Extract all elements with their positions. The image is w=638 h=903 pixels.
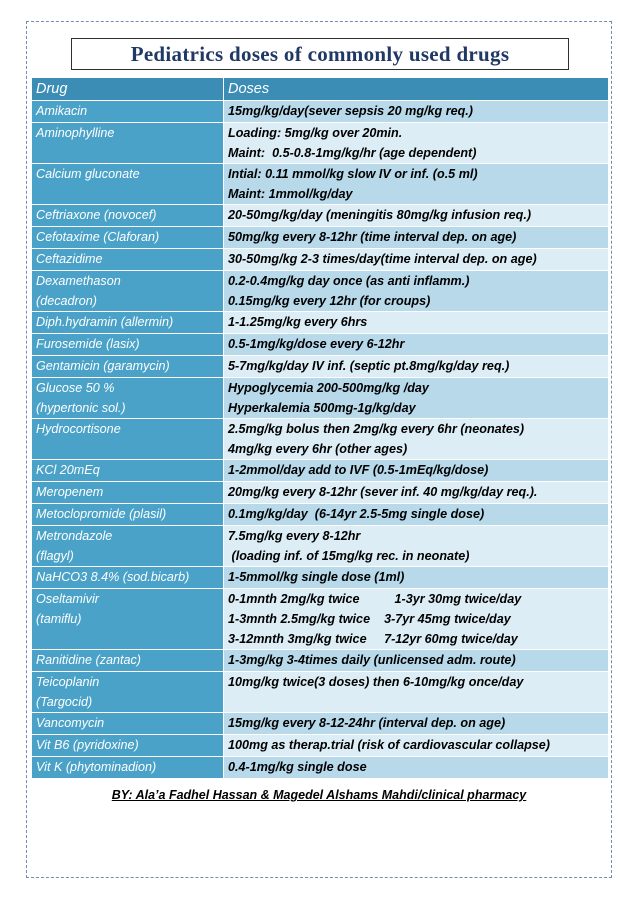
table-row — [32, 650, 609, 672]
dose-line: 1-3mg/kg 3-4times daily (unlicensed adm. route) — [228, 653, 516, 667]
dose-cell — [224, 757, 609, 779]
dose-line: 0.5-1mg/kg/dose every 6-12hr — [228, 337, 405, 351]
drug-name-line: Furosemide (lasix) — [36, 337, 140, 351]
dose-line: 30-50mg/kg 2-3 times/day(time interval dep. on age) — [228, 252, 537, 266]
drug-name-cell — [32, 504, 224, 526]
drug-name-cell — [32, 567, 224, 589]
table-row — [32, 460, 609, 482]
doses-column-header: Doses — [224, 78, 609, 101]
dose-line: 1-5mmol/kg single dose (1ml) — [228, 570, 405, 584]
dose-cell — [224, 101, 609, 123]
table-row — [32, 101, 609, 123]
dose-cell — [224, 504, 609, 526]
drug-name-cell — [32, 312, 224, 334]
dose-line: 2.5mg/kg bolus then 2mg/kg every 6hr (neonates) — [228, 422, 525, 436]
drug-name-line: (tamiflu) — [36, 612, 82, 626]
drug-name-cell — [32, 101, 224, 123]
dose-line: Maint: 0.5-0.8-1mg/kg/hr (age dependent) — [228, 146, 477, 160]
dose-line: 1-1.25mg/kg every 6hrs — [228, 315, 368, 329]
dose-cell — [224, 378, 609, 419]
dose-cell — [224, 205, 609, 227]
drug-name-line: Glucose 50 % — [36, 381, 115, 395]
dose-line: 0-1mnth 2mg/kg twice 1-3yr 30mg twice/day — [228, 592, 522, 606]
drug-name-line: Amikacin — [36, 104, 88, 118]
dose-line: 4mg/kg every 6hr (other ages) — [228, 442, 408, 456]
dose-cell — [224, 460, 609, 482]
dose-line: 0.4-1mg/kg single dose — [228, 760, 367, 774]
dose-line: Loading: 5mg/kg over 20min. — [228, 126, 403, 140]
table-row — [32, 356, 609, 378]
drug-name-cell — [32, 735, 224, 757]
table-row — [32, 205, 609, 227]
dose-cell — [224, 526, 609, 567]
dose-line: 100mg as therap.trial (risk of cardiovascular collapse) — [228, 738, 550, 752]
drug-name-cell — [32, 482, 224, 504]
dose-line: 20-50mg/kg/day (meningitis 80mg/kg infusion req.) — [228, 208, 532, 222]
drug-name-cell — [32, 334, 224, 356]
table-row — [32, 378, 609, 419]
drug-name-line: Oseltamivir — [36, 592, 99, 606]
table-row — [32, 482, 609, 504]
table-row — [32, 312, 609, 334]
dose-line: 15mg/kg every 8-12-24hr (interval dep. on age) — [228, 716, 506, 730]
drug-name-cell — [32, 271, 224, 312]
dose-cell — [224, 735, 609, 757]
drug-name-line: Vit K (phytominadion) — [36, 760, 157, 774]
table-row — [32, 713, 609, 735]
drug-name-line: Gentamicin (garamycin) — [36, 359, 170, 373]
drug-name-cell — [32, 205, 224, 227]
table-row — [32, 526, 609, 567]
table-row — [32, 419, 609, 460]
drug-name-cell — [32, 249, 224, 271]
drug-name-line: (hypertonic sol.) — [36, 401, 126, 415]
table-row — [32, 249, 609, 271]
drug-column-header: Drug — [32, 78, 224, 101]
doses-table — [31, 77, 609, 779]
dose-cell — [224, 419, 609, 460]
dose-line: 50mg/kg every 8-12hr (time interval dep. on age) — [228, 230, 517, 244]
dose-cell — [224, 356, 609, 378]
drug-name-line: Aminophylline — [36, 126, 115, 140]
dose-line: 0.15mg/kg every 12hr (for croups) — [228, 294, 431, 308]
table-row — [32, 227, 609, 249]
table-row — [32, 567, 609, 589]
dose-cell — [224, 164, 609, 205]
drug-name-line: Ranitidine (zantac) — [36, 653, 141, 667]
drug-name-line — [36, 439, 219, 459]
dose-line: 5-7mg/kg/day IV inf. (septic pt.8mg/kg/day req.) — [228, 359, 510, 373]
dose-line: 0.2-0.4mg/kg day once (as anti inflamm.) — [228, 274, 470, 288]
dose-cell — [224, 271, 609, 312]
dose-cell — [224, 672, 609, 713]
drug-name-line: Hydrocortisone — [36, 422, 121, 436]
dose-line: Intial: 0.11 mmol/kg slow IV or inf. (o.5 ml) — [228, 167, 478, 181]
dose-cell — [224, 713, 609, 735]
dose-line: 3-12mnth 3mg/kg twice 7-12yr 60mg twice/day — [228, 632, 518, 646]
dose-cell — [224, 482, 609, 504]
drug-name-cell — [32, 123, 224, 164]
dose-cell — [224, 650, 609, 672]
dose-line — [228, 692, 604, 712]
drug-name-line — [36, 629, 219, 649]
drug-name-cell — [32, 672, 224, 713]
drug-name-line: Calcium gluconate — [36, 167, 140, 181]
dose-line: 1-3mnth 2.5mg/kg twice 3-7yr 45mg twice/day — [228, 612, 511, 626]
dose-line: 0.1mg/kg/day (6-14yr 2.5-5mg single dose) — [228, 507, 485, 521]
dose-line: Hypoglycemia 200-500mg/kg /day — [228, 381, 429, 395]
drug-name-line: Diph.hydramin (allermin) — [36, 315, 174, 329]
drug-name-line: NaHCO3 8.4% (sod.bicarb) — [36, 570, 190, 584]
drug-name-cell — [32, 589, 224, 650]
drug-name-line: (flagyl) — [36, 549, 74, 563]
dose-cell — [224, 123, 609, 164]
dose-cell — [224, 567, 609, 589]
dose-cell — [224, 249, 609, 271]
drug-name-cell — [32, 650, 224, 672]
drug-name-line: Metrondazole — [36, 529, 113, 543]
drug-name-line: Cefotaxime (Claforan) — [36, 230, 160, 244]
drug-name-line: Ceftriaxone (novocef) — [36, 208, 157, 222]
drug-name-line: Metoclopromide (plasil) — [36, 507, 167, 521]
drug-name-line: (decadron) — [36, 294, 97, 308]
drug-name-line: KCl 20mEq — [36, 463, 100, 477]
drug-name-cell — [32, 227, 224, 249]
drug-name-cell — [32, 757, 224, 779]
dose-line: 20mg/kg every 8-12hr (sever inf. 40 mg/kg/day req.). — [228, 485, 538, 499]
dose-line: Maint: 1mmol/kg/day — [228, 187, 353, 201]
drug-name-cell — [32, 526, 224, 567]
dose-cell — [224, 227, 609, 249]
table-row — [32, 757, 609, 779]
table-body — [32, 101, 609, 779]
dose-cell — [224, 334, 609, 356]
table-row — [32, 164, 609, 205]
table-row — [32, 735, 609, 757]
drug-name-line — [36, 143, 219, 163]
drug-name-line: Vancomycin — [36, 716, 105, 730]
dose-cell — [224, 589, 609, 650]
dose-line: 1-2mmol/day add to IVF (0.5-1mEq/kg/dose) — [228, 463, 489, 477]
drug-name-cell — [32, 356, 224, 378]
drug-name-cell — [32, 713, 224, 735]
table-row — [32, 123, 609, 164]
dose-line: Hyperkalemia 500mg-1g/kg/day — [228, 401, 416, 415]
table-header-row — [32, 78, 609, 101]
drug-name-line: Meropenem — [36, 485, 104, 499]
drug-name-line — [36, 184, 219, 204]
dose-line: (loading inf. of 15mg/kg rec. in neonate) — [228, 549, 470, 563]
table-row — [32, 271, 609, 312]
authors-footer: BY: Ala’a Fadhel Hassan & Magedel Alshams Mahdi/clinical pharmacy — [111, 788, 527, 802]
drug-name-cell — [32, 419, 224, 460]
drug-name-cell — [32, 164, 224, 205]
drug-name-line: (Targocid) — [36, 695, 93, 709]
drug-name-line: Dexamethason — [36, 274, 121, 288]
dose-line: 10mg/kg twice(3 doses) then 6-10mg/kg once/day — [228, 675, 524, 689]
dose-cell — [224, 312, 609, 334]
drug-name-line: Teicoplanin — [36, 675, 100, 689]
table-row — [32, 334, 609, 356]
dose-line: 15mg/kg/day(sever sepsis 20 mg/kg req.) — [228, 104, 473, 118]
drug-name-line: Vit B6 (pyridoxine) — [36, 738, 139, 752]
drug-name-line: Ceftazidime — [36, 252, 103, 266]
table-row — [32, 672, 609, 713]
drug-name-cell — [32, 378, 224, 419]
drug-name-cell — [32, 460, 224, 482]
page-title: Pediatrics doses of commonly used drugs — [71, 38, 569, 70]
dose-line: 7.5mg/kg every 8-12hr — [228, 529, 361, 543]
table-row — [32, 589, 609, 650]
table-row — [32, 504, 609, 526]
